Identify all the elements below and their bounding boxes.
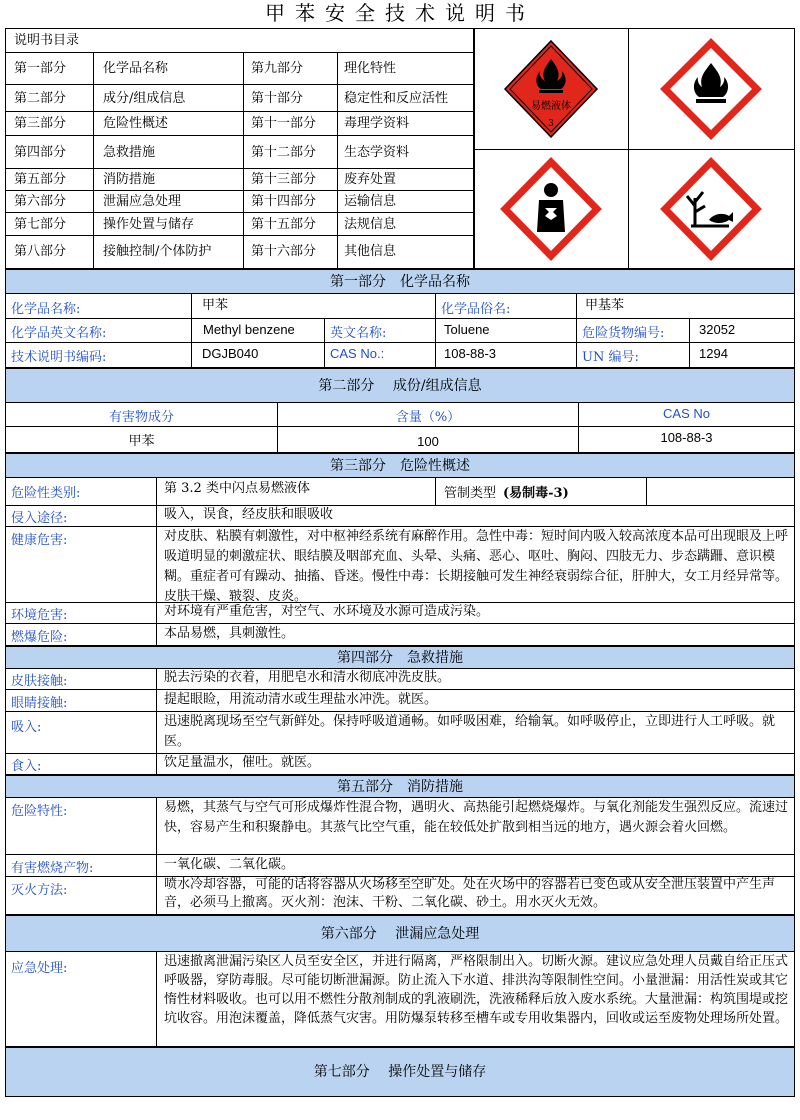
content-value: 100 (417, 434, 439, 449)
section2-header: 第二部分 成份/组成信息 (5, 368, 795, 403)
section3-header: 第三部分 危险性概述 (5, 453, 795, 478)
toc-part-title: 接触控制/个体防护 (103, 244, 212, 259)
class-number: 3 (548, 119, 554, 129)
toc-part-title: 其他信息 (344, 244, 397, 259)
category-value: 第 3.2 类中闪点易燃液体 (164, 481, 310, 496)
section7-header: 第七部分 操作处置与储存 (5, 1047, 795, 1097)
toc-part-number: 第十二部分 (251, 145, 317, 160)
flammable-liquid-class3-icon (475, 29, 628, 149)
s6-response-row (5, 952, 795, 1047)
en-name-value: Methyl benzene (203, 322, 295, 337)
toc-part-title: 生态学资料 (344, 145, 410, 160)
toc-part-title: 消防措施 (103, 172, 156, 187)
s3-fire-row (5, 624, 795, 646)
toc-part-title: 法规信息 (344, 217, 397, 232)
toc-part-number: 第十一部分 (251, 116, 317, 131)
toc-row (6, 191, 473, 213)
ingestion-value: 饮足量温水，催吐。就医。 (164, 755, 321, 770)
toc-part-number: 第四部分 (14, 145, 67, 160)
toc-part-title: 急救措施 (103, 145, 156, 160)
env-value: 对环境有严重危害，对空气、水环境及水源可造成污染。 (164, 604, 490, 619)
common-name-value: 甲基苯 (585, 298, 625, 313)
page-title: 甲苯安全技术说明书 (265, 1, 535, 25)
toc-part-number: 第六部分 (14, 194, 67, 209)
toc-table (5, 28, 474, 269)
control-type-value: (易制毒-3) (503, 486, 569, 501)
toc-part-title: 成分/组成信息 (103, 91, 186, 106)
toc-part-number: 第七部分 (14, 217, 67, 232)
toc-row (6, 213, 473, 236)
toc-row (6, 112, 473, 136)
toc-part-number: 第十四部分 (251, 194, 317, 209)
toc-part-number: 第五部分 (14, 172, 67, 187)
un-label: UN 编号: (582, 350, 639, 365)
s4-ingestion-row (5, 754, 795, 775)
s3-category-row (5, 478, 795, 506)
en2-value: Toluene (444, 322, 490, 337)
toc-part-number: 第一部分 (14, 61, 67, 76)
eye-value: 提起眼睑，用流动清水或生理盐水冲洗。就医。 (164, 692, 438, 707)
section1-header: 第一部分 化学品名称 (5, 269, 795, 294)
flammable-liquid-label: 易燃液体 (531, 101, 571, 112)
en-name-label: 化学品英文名称: (11, 326, 107, 341)
fire-label: 燃爆危险: (11, 630, 68, 645)
s4-inhalation-row (5, 712, 795, 754)
section6-header: 第六部分 泄漏应急处理 (5, 915, 795, 952)
s2-header-row (5, 403, 795, 427)
s1-row-name (5, 294, 795, 319)
health-hazard-icon (475, 150, 628, 268)
toc-part-title: 废弃处置 (344, 172, 397, 187)
toc-part-number: 第九部分 (251, 61, 304, 76)
route-value: 吸入，误食，经皮肤和眼吸收 (164, 507, 334, 522)
skin-value: 脱去污染的衣着，用肥皂水和清水彻底冲洗皮肤。 (164, 670, 451, 685)
cas-value: 108-88-3 (444, 346, 497, 361)
toc-part-number: 第八部分 (14, 244, 67, 259)
response-label: 应急处理: (11, 961, 68, 976)
route-label: 侵入途径: (11, 511, 68, 526)
toc-part-title: 操作处置与储存 (103, 217, 195, 232)
toc-row (6, 236, 473, 268)
common-name-label: 化学品俗名: (441, 302, 511, 317)
toc-row (6, 53, 473, 85)
toc-heading: 说明书目录 (6, 29, 473, 53)
s5-hazard-row (5, 798, 795, 855)
name-value: 甲苯 (202, 298, 229, 313)
toc-part-title: 稳定性和反应活性 (344, 91, 449, 106)
health-label: 健康危害: (11, 533, 68, 548)
extinguish-value: 喷水冷却容器，可能的话将容器从火场移至空旷处。处在火场中的容器若已变色或从安全泄压装置中产生声音，必须马上撤离。灭火剂：泡沫、干粉、二氧化碳、砂土。用水灭火无效。 (164, 877, 776, 910)
section4-header: 第四部分 急救措施 (5, 646, 795, 669)
toc-part-number: 第十三部分 (251, 172, 317, 187)
un-value: 1294 (699, 346, 728, 361)
toc-part-title: 化学品名称 (103, 61, 169, 76)
toc-part-number: 第二部分 (14, 91, 67, 106)
inhalation-value: 迅速脱离现场至空气新鲜处。保持呼吸道通畅。如呼吸困难，给输氧。如呼吸停止，立即进行人工呼吸。就医。 (164, 714, 776, 749)
inhalation-label: 吸入: (11, 720, 42, 735)
combustion-products-label: 有害燃烧产物: (11, 861, 94, 876)
cas-number-value: 108-88-3 (660, 430, 713, 445)
toc-row (6, 169, 473, 191)
toc-part-title: 泄漏应急处理 (103, 194, 182, 209)
name-label: 化学品名称: (11, 302, 81, 317)
s1-row-code (5, 343, 795, 368)
environment-hazard-icon (629, 150, 794, 268)
cas-heading: CAS No (663, 406, 710, 421)
section5-header: 第五部分 消防措施 (5, 775, 795, 798)
combustion-products-value: 一氧化碳、二氧化碳。 (164, 857, 295, 872)
s5-products-row (5, 855, 795, 877)
dg-number-label: 危险货物编号: (582, 326, 665, 341)
s4-skin-row (5, 669, 795, 690)
hazard-char-label: 危险特性: (11, 804, 68, 819)
toc-part-title: 理化特性 (344, 61, 397, 76)
cas-label: CAS No.: (330, 346, 385, 361)
toc-row (6, 85, 473, 112)
eye-label: 眼睛接触: (11, 696, 68, 711)
control-type-label: 管制类型 (444, 486, 497, 501)
toc-part-number: 第三部分 (14, 116, 67, 131)
s1-row-en (5, 319, 795, 343)
toc-part-number: 第十部分 (251, 91, 304, 106)
s3-env-row (5, 603, 795, 624)
component-value: 甲苯 (128, 434, 155, 449)
s4-eye-row (5, 690, 795, 712)
category-label: 危险性类别: (11, 486, 81, 501)
ingestion-label: 食入: (11, 759, 42, 774)
dg-number-value: 32052 (699, 322, 736, 337)
code-value: DGJB040 (202, 346, 259, 361)
s3-route-row (5, 506, 795, 527)
flame-icon (629, 29, 794, 149)
skin-label: 皮肤接触: (11, 674, 68, 689)
toc-part-title: 危险性概述 (103, 116, 169, 131)
code-label: 技术说明书编码: (11, 350, 107, 365)
content-heading: 含量（%） (395, 410, 461, 425)
s5-extinguish-row (5, 877, 795, 915)
toc-part-title: 毒理学资料 (344, 116, 410, 131)
toc-part-number: 第十六部分 (251, 244, 317, 259)
s3-health-row (5, 527, 795, 603)
component-heading: 有害物成分 (108, 410, 174, 425)
extinguish-label: 灭火方法: (11, 883, 68, 898)
s2-data-row (5, 427, 795, 453)
fire-value: 本品易燃，具刺激性。 (164, 626, 295, 641)
hazard-char-value: 易燃，其蒸气与空气可形成爆炸性混合物，遇明火、高热能引起燃烧爆炸。与氧化剂能发生强烈反应。流速过快，容易产生和积聚静电。其蒸气比空气重，能在较低处扩散到相当远的地方，遇火源会着火回燃。 (164, 800, 789, 835)
env-label: 环境危害: (11, 608, 68, 623)
toc-part-title: 运输信息 (344, 194, 397, 209)
hazard-pictograms (474, 28, 795, 269)
response-value: 迅速撤离泄漏污染区人员至安全区，并进行隔离，严格限制出入。切断火源。建议应急处理人员戴自给正压式呼吸器，穿防毒服。尽可能切断泄漏源。防止流入下水道、排洪沟等限制性空间。小量泄漏：用活性炭或其它惰性材料吸收。也可以用不燃性分散剂制成的乳液刷洗，洗液稀释后放入废水系统。大量泄漏：构筑围堤或挖坑收容。用泡沫覆盖，降低蒸气灾害。用防爆泵转移至槽车或专用收集器内，回收或运至废物处理场所处置。 (164, 954, 789, 1026)
toc-part-number: 第十五部分 (251, 217, 317, 232)
toc-row (6, 136, 473, 169)
en2-label: 英文名称: (330, 326, 387, 341)
health-value: 对皮肤、粘膜有刺激性，对中枢神经系统有麻醉作用。急性中毒：短时间内吸入较高浓度本品可出现眼及上呼吸道明显的刺激症状、眼结膜及咽部充血、头晕、头痛、恶心、呕吐、胸闷、四肢无力、步态蹒跚、意识模糊。重症者可有躁动、抽搐、昏迷。慢性中毒：长期接触可发生神经衰弱综合征，肝肿大，女工月经异常等。皮肤干燥、皲裂、皮炎。 (164, 529, 789, 604)
